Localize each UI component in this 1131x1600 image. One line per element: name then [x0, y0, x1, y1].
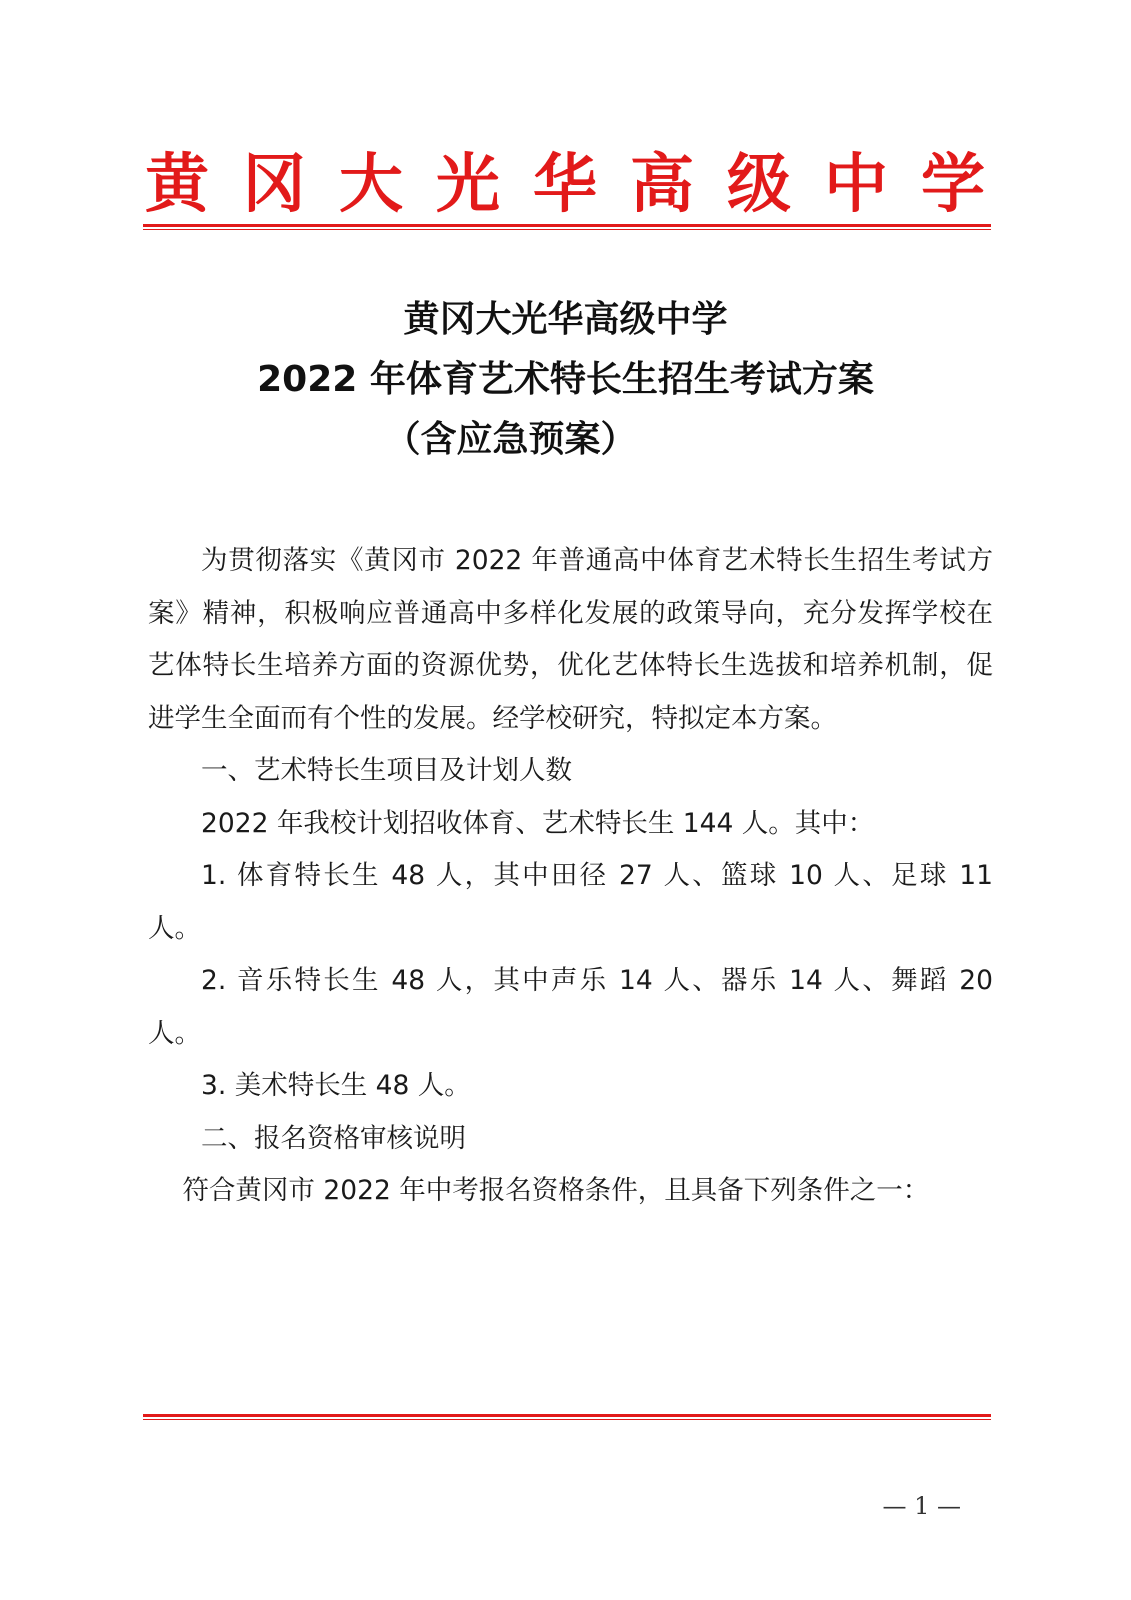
title-line-note: （含应急预案） — [384, 419, 637, 460]
letterhead-char: 高 — [630, 147, 694, 222]
document-title — [0, 290, 1131, 470]
letterhead-char: 冈 — [242, 147, 306, 222]
letterhead-char: 级 — [727, 147, 791, 222]
footer-divider — [143, 1414, 991, 1420]
paragraph-eligibility: 符合黄冈市 2022 年中考报名资格条件，且具备下列条件之一： — [182, 1175, 930, 1206]
list-item-music: 2. 音乐特长生 48 人，其中声乐 14 人、器乐 14 人、舞蹈 20 人。 — [148, 965, 993, 1049]
title-line-school: 黄冈大光华高级中学 — [403, 299, 728, 340]
list-item-art: 3. 美术特长生 48 人。 — [201, 1070, 471, 1101]
letterhead-char: 大 — [339, 147, 403, 222]
letterhead-school-name — [145, 140, 985, 230]
section-heading-2: 二、报名资格审核说明 — [201, 1122, 466, 1154]
paragraph-plan-total: 2022 年我校计划招收体育、艺术特长生 144 人。其中： — [201, 807, 875, 839]
letterhead-char: 光 — [436, 147, 500, 222]
section-heading-1: 一、艺术特长生项目及计划人数 — [201, 755, 572, 786]
letterhead-char: 华 — [533, 147, 597, 222]
letterhead-char: 黄 — [145, 147, 209, 222]
document-body — [148, 535, 993, 1218]
letterhead-char: 中 — [824, 147, 888, 222]
page-number: — 1 — — [882, 1492, 961, 1520]
list-item-sports: 1. 体育特长生 48 人，其中田径 27 人、篮球 10 人、足球 11 人。 — [148, 860, 993, 944]
paragraph-intro: 为贯彻落实《黄冈市 2022 年普通高中体育艺术特长生招生考试方案》精神，积极响应普通高中多样化发展的政策导向，充分发挥学校在艺体特长生培养方面的资源优势，优化艺体特长生选拔和培养机制，促进学生全面而有个性的发展。经学校研究，特拟定本方案。 — [148, 545, 993, 734]
title-line-plan: 2022 年体育艺术特长生招生考试方案 — [257, 359, 874, 400]
letterhead-char: 学 — [921, 147, 985, 222]
letterhead-divider — [143, 224, 991, 230]
